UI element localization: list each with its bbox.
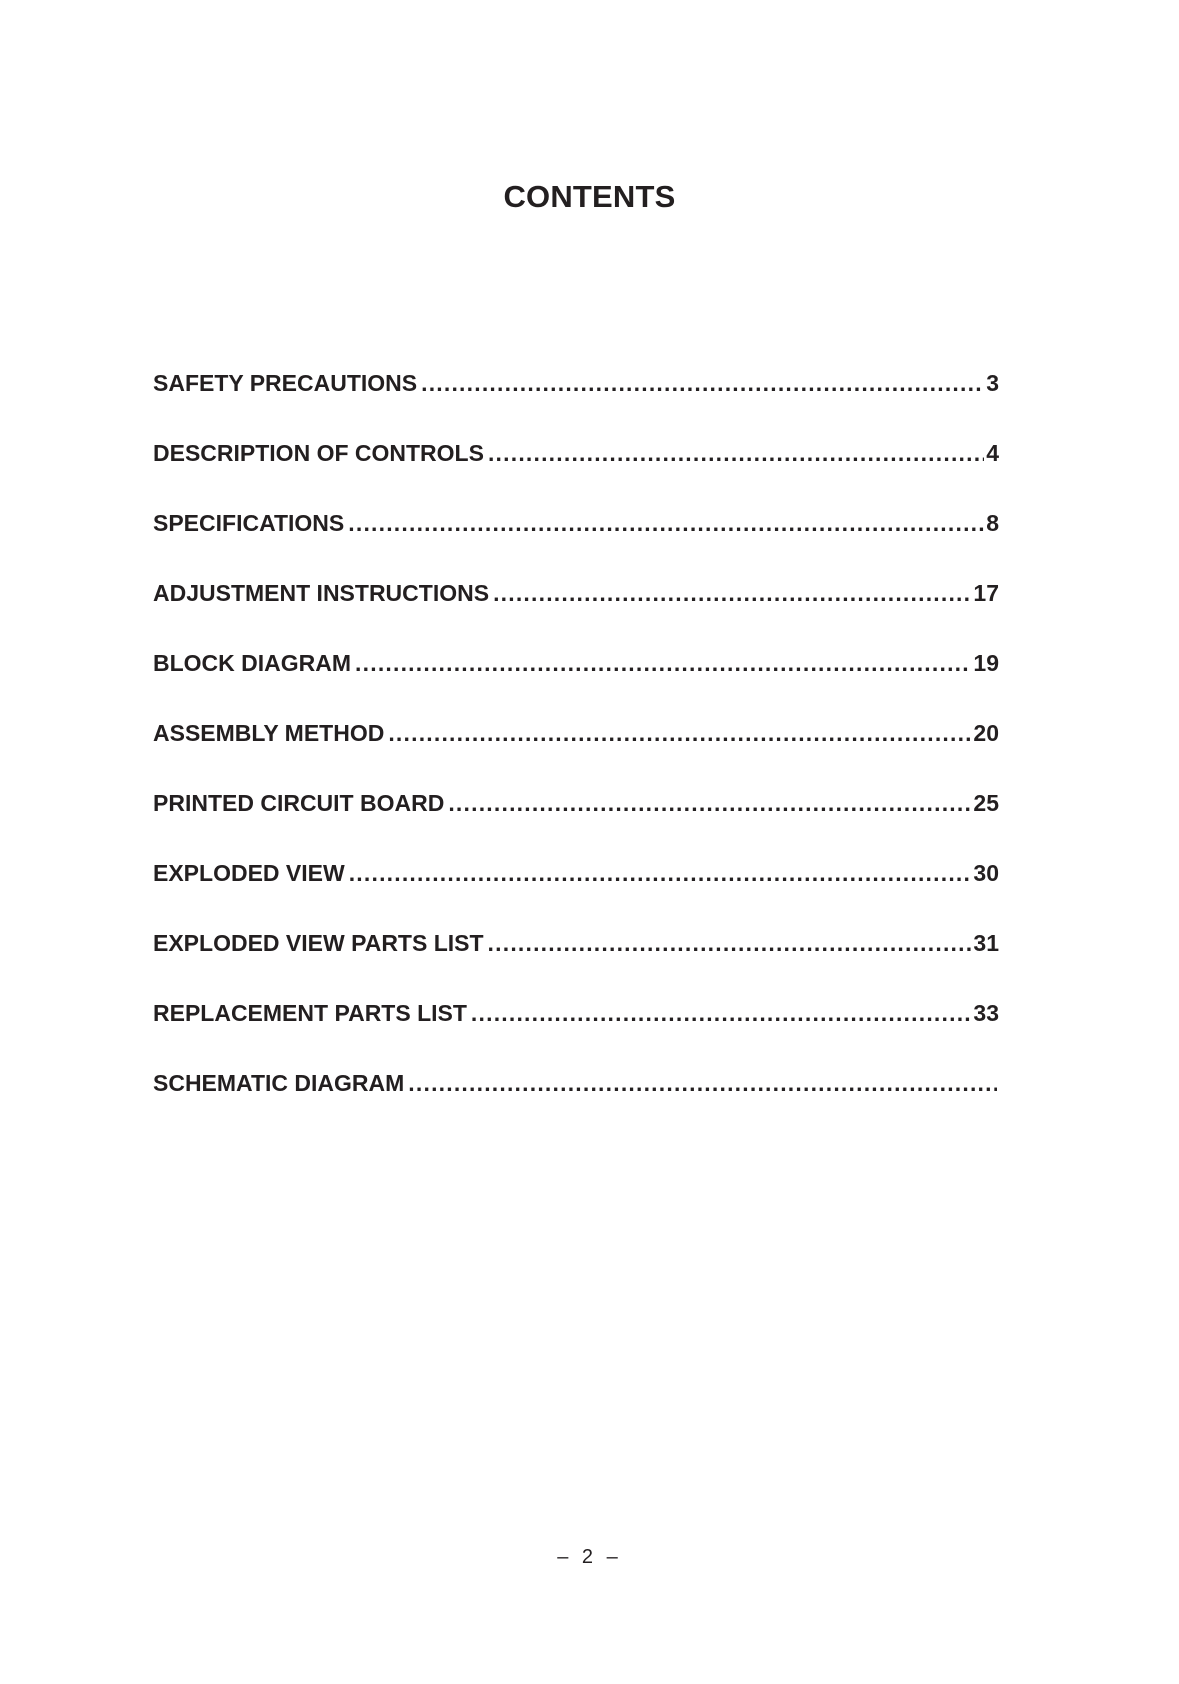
- toc-entry-label: SPECIFICATIONS: [153, 510, 345, 536]
- toc-entry-label: DESCRIPTION OF CONTROLS: [153, 440, 484, 466]
- toc-entry-printed-circuit-board[interactable]: [153, 790, 999, 860]
- toc-entry-label: BLOCK DIAGRAM: [153, 650, 352, 676]
- toc-entry-description-of-controls[interactable]: [153, 440, 999, 510]
- toc-entry-exploded-view-parts-list[interactable]: [153, 930, 999, 1000]
- toc-entry-specifications[interactable]: [153, 510, 999, 580]
- toc-entry-page: 31: [973, 930, 999, 956]
- toc-entry-page: 33: [973, 1000, 999, 1026]
- toc-entry-label: SCHEMATIC DIAGRAM: [153, 1070, 405, 1096]
- toc-dot-leader: [388, 720, 971, 747]
- toc-dot-leader: [408, 1070, 997, 1097]
- toc-entry-page: 17: [973, 580, 999, 606]
- toc-entry-label: EXPLODED VIEW: [153, 860, 345, 886]
- toc-entry-adjustment-instructions[interactable]: [153, 580, 999, 650]
- toc-dot-leader: [355, 650, 971, 677]
- toc-entry-page: 8: [986, 510, 999, 536]
- page-number: – 2 –: [557, 1546, 622, 1568]
- toc-entry-label: PRINTED CIRCUIT BOARD: [153, 790, 445, 816]
- toc-dot-leader: [488, 440, 984, 467]
- page-title: CONTENTS: [503, 178, 676, 214]
- toc-entry-label: ASSEMBLY METHOD: [153, 720, 385, 746]
- toc-entry-exploded-view[interactable]: [153, 860, 999, 930]
- toc-entry-page: 25: [973, 790, 999, 816]
- toc-entry-block-diagram[interactable]: [153, 650, 999, 720]
- toc-entry-page: 3: [986, 370, 999, 396]
- toc-dot-leader: [488, 930, 972, 957]
- toc-entry-safety-precautions[interactable]: [153, 370, 999, 440]
- toc-entry-label: ADJUSTMENT INSTRUCTIONS: [153, 580, 490, 606]
- toc-entry-label: EXPLODED VIEW PARTS LIST: [153, 930, 484, 956]
- toc-entry-page: 4: [986, 440, 999, 466]
- toc-dot-leader: [448, 790, 971, 817]
- toc-dot-leader: [348, 510, 984, 537]
- toc-dot-leader: [421, 370, 984, 397]
- toc-dot-leader: [493, 580, 971, 607]
- toc-entry-label: REPLACEMENT PARTS LIST: [153, 1000, 467, 1026]
- toc-dot-leader: [471, 1000, 971, 1027]
- table-of-contents: [153, 370, 999, 1140]
- toc-entry-schematic-diagram[interactable]: [153, 1070, 999, 1140]
- toc-entry-replacement-parts-list[interactable]: [153, 1000, 999, 1070]
- toc-entry-assembly-method[interactable]: [153, 720, 999, 790]
- toc-entry-page: 19: [973, 650, 999, 676]
- toc-entry-page: 20: [973, 720, 999, 746]
- toc-dot-leader: [349, 860, 972, 887]
- toc-entry-page: 30: [973, 860, 999, 886]
- toc-entry-label: SAFETY PRECAUTIONS: [153, 370, 418, 396]
